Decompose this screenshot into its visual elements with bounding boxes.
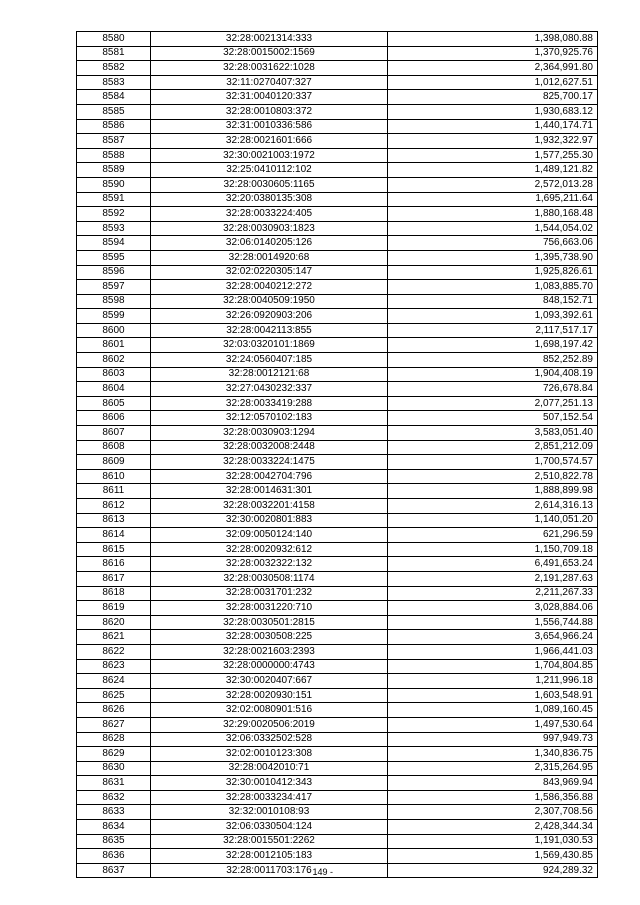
cadastral-number-cell: 32:28:0033224:405 (151, 207, 388, 222)
amount-cell: 1,704,804.85 (388, 659, 598, 674)
table-row (77, 396, 598, 411)
row-number-cell: 8582 (77, 61, 151, 76)
cadastral-number-cell: 32:28:0030605:1165 (151, 177, 388, 192)
cadastral-number-cell: 32:28:0020932:612 (151, 542, 388, 557)
row-number-cell: 8635 (77, 834, 151, 849)
table-row (77, 528, 598, 543)
amount-cell: 852,252.89 (388, 353, 598, 368)
amount-cell: 825,700.17 (388, 90, 598, 105)
amount-cell: 848,152.71 (388, 294, 598, 309)
cadastral-number-cell: 32:28:0030903:1823 (151, 221, 388, 236)
table-row (77, 104, 598, 119)
table-row (77, 426, 598, 441)
table-row (77, 557, 598, 572)
cadastral-number-cell: 32:28:0033234:417 (151, 790, 388, 805)
table-row (77, 367, 598, 382)
table-row (77, 134, 598, 149)
table-row (77, 411, 598, 426)
cadastral-number-cell: 32:12:0570102:183 (151, 411, 388, 426)
amount-cell: 843,969.94 (388, 776, 598, 791)
row-number-cell: 8620 (77, 615, 151, 630)
cadastral-number-cell: 32:03:0320101:1869 (151, 338, 388, 353)
amount-cell: 1,398,080.88 (388, 32, 598, 47)
amount-cell: 6,491,653.24 (388, 557, 598, 572)
table-row (77, 732, 598, 747)
table-row (77, 382, 598, 397)
cadastral-number-cell: 32:28:0042113:855 (151, 323, 388, 338)
row-number-cell: 8610 (77, 469, 151, 484)
row-number-cell: 8631 (77, 776, 151, 791)
table-row (77, 834, 598, 849)
row-number-cell: 8600 (77, 323, 151, 338)
table-row (77, 630, 598, 645)
row-number-cell: 8619 (77, 601, 151, 616)
amount-cell: 1,544,054.02 (388, 221, 598, 236)
amount-cell: 3,583,051.40 (388, 426, 598, 441)
table-row (77, 32, 598, 47)
table-row (77, 644, 598, 659)
amount-cell: 1,191,030.53 (388, 834, 598, 849)
row-number-cell: 8617 (77, 571, 151, 586)
cadastral-number-cell: 32:20:0380135:308 (151, 192, 388, 207)
page-number: - 149 - (306, 867, 333, 877)
cadastral-number-cell: 32:25:0410112:102 (151, 163, 388, 178)
row-number-cell: 8585 (77, 104, 151, 119)
amount-cell: 3,028,884.06 (388, 601, 598, 616)
amount-cell: 3,654,966.24 (388, 630, 598, 645)
amount-cell: 507,152.54 (388, 411, 598, 426)
amount-cell: 1,083,885.70 (388, 280, 598, 295)
amount-cell: 2,428,344.34 (388, 820, 598, 835)
amount-cell: 1,888,899.98 (388, 484, 598, 499)
table-row (77, 280, 598, 295)
row-number-cell: 8588 (77, 148, 151, 163)
table-row (77, 615, 598, 630)
table-row (77, 674, 598, 689)
amount-cell: 1,089,160.45 (388, 703, 598, 718)
cadastral-number-cell: 32:28:0015501:2262 (151, 834, 388, 849)
amount-cell: 2,211,267.33 (388, 586, 598, 601)
row-number-cell: 8580 (77, 32, 151, 47)
amount-cell: 1,140,051.20 (388, 513, 598, 528)
cadastral-number-cell: 32:26:0920903:206 (151, 309, 388, 324)
cadastral-number-cell: 32:06:0332502:528 (151, 732, 388, 747)
amount-cell: 1,556,744.88 (388, 615, 598, 630)
table-row (77, 119, 598, 134)
table-body (77, 32, 598, 878)
table-row (77, 61, 598, 76)
row-number-cell: 8622 (77, 644, 151, 659)
table-row (77, 776, 598, 791)
row-number-cell: 8613 (77, 513, 151, 528)
table-row (77, 46, 598, 61)
table-row (77, 192, 598, 207)
row-number-cell: 8629 (77, 747, 151, 762)
row-number-cell: 8599 (77, 309, 151, 324)
cadastral-number-cell: 32:28:0020930:151 (151, 688, 388, 703)
row-number-cell: 8616 (77, 557, 151, 572)
amount-cell: 1,966,441.03 (388, 644, 598, 659)
table-row (77, 455, 598, 470)
table-row (77, 163, 598, 178)
cadastral-number-cell: 32:30:0020407:667 (151, 674, 388, 689)
amount-cell: 1,150,709.18 (388, 542, 598, 557)
row-number-cell: 8633 (77, 805, 151, 820)
amount-cell: 1,497,530.64 (388, 717, 598, 732)
row-number-cell: 8603 (77, 367, 151, 382)
cadastral-number-cell: 32:30:0021003:1972 (151, 148, 388, 163)
cadastral-number-cell: 32:28:0031701:232 (151, 586, 388, 601)
amount-cell: 2,614,316.13 (388, 499, 598, 514)
row-number-cell: 8581 (77, 46, 151, 61)
table-row (77, 790, 598, 805)
row-number-cell: 8625 (77, 688, 151, 703)
table-row (77, 75, 598, 90)
row-number-cell: 8596 (77, 265, 151, 280)
row-number-cell: 8584 (77, 90, 151, 105)
amount-cell: 2,077,251.13 (388, 396, 598, 411)
table-row (77, 542, 598, 557)
cadastral-number-cell: 32:28:0010803:372 (151, 104, 388, 119)
row-number-cell: 8592 (77, 207, 151, 222)
row-number-cell: 8605 (77, 396, 151, 411)
amount-cell: 1,695,211.64 (388, 192, 598, 207)
cadastral-number-cell: 32:27:0430232:337 (151, 382, 388, 397)
table-row (77, 659, 598, 674)
cadastral-number-cell: 32:09:0050124:140 (151, 528, 388, 543)
cadastral-number-cell: 32:28:0033224:1475 (151, 455, 388, 470)
amount-cell: 2,572,013.28 (388, 177, 598, 192)
amount-cell: 2,364,991.80 (388, 61, 598, 76)
amount-cell: 1,093,392.61 (388, 309, 598, 324)
cadastral-number-cell: 32:28:0014920:68 (151, 250, 388, 265)
cadastral-number-cell: 32:02:0080901:516 (151, 703, 388, 718)
row-number-cell: 8589 (77, 163, 151, 178)
row-number-cell: 8637 (77, 863, 151, 878)
amount-cell: 1,586,356.88 (388, 790, 598, 805)
table-row (77, 440, 598, 455)
row-number-cell: 8630 (77, 761, 151, 776)
cadastral-number-cell: 32:31:0040120:337 (151, 90, 388, 105)
table-row (77, 265, 598, 280)
cadastral-number-cell: 32:28:0014631:301 (151, 484, 388, 499)
table-row (77, 717, 598, 732)
cadastral-number-cell: 32:28:0033419:288 (151, 396, 388, 411)
cadastral-number-cell: 32:06:0140205:126 (151, 236, 388, 251)
table-row (77, 761, 598, 776)
amount-cell: 1,370,925.76 (388, 46, 598, 61)
table-row (77, 484, 598, 499)
amount-cell: 1,395,738.90 (388, 250, 598, 265)
cadastral-number-cell: 32:28:0000000:4743 (151, 659, 388, 674)
row-number-cell: 8586 (77, 119, 151, 134)
cadastral-number-cell: 32:29:0020506:2019 (151, 717, 388, 732)
amount-cell: 621,296.59 (388, 528, 598, 543)
table-row (77, 571, 598, 586)
cadastral-number-cell: 32:28:0032322:132 (151, 557, 388, 572)
amount-cell: 1,603,548.91 (388, 688, 598, 703)
cadastral-number-cell: 32:28:0030501:2815 (151, 615, 388, 630)
cadastral-number-cell: 32:28:0012105:183 (151, 849, 388, 864)
cadastral-number-cell: 32:28:0012121:68 (151, 367, 388, 382)
cadastral-number-cell: 32:28:0030508:1174 (151, 571, 388, 586)
amount-cell: 2,307,708.56 (388, 805, 598, 820)
row-number-cell: 8612 (77, 499, 151, 514)
cadastral-number-cell: 32:28:0030508:225 (151, 630, 388, 645)
table-row (77, 90, 598, 105)
table-row (77, 703, 598, 718)
cadastral-number-cell: 32:28:0021601:666 (151, 134, 388, 149)
table-row (77, 747, 598, 762)
row-number-cell: 8608 (77, 440, 151, 455)
table-row (77, 221, 598, 236)
table-row (77, 820, 598, 835)
row-number-cell: 8611 (77, 484, 151, 499)
cadastral-number-cell: 32:06:0330504:124 (151, 820, 388, 835)
cadastral-number-cell: 32:28:0031622:1028 (151, 61, 388, 76)
row-number-cell: 8604 (77, 382, 151, 397)
table-row (77, 688, 598, 703)
row-number-cell: 8594 (77, 236, 151, 251)
cadastral-number-cell: 32:31:0010336:586 (151, 119, 388, 134)
cadastral-number-cell: 32:28:0040212:272 (151, 280, 388, 295)
amount-cell: 2,315,264.95 (388, 761, 598, 776)
table-row (77, 250, 598, 265)
table-row (77, 338, 598, 353)
cadastral-number-cell: 32:28:0032008:2448 (151, 440, 388, 455)
amount-cell: 1,489,121.82 (388, 163, 598, 178)
amount-cell: 1,440,174.71 (388, 119, 598, 134)
cadastral-number-cell: 32:28:0031220:710 (151, 601, 388, 616)
table-row (77, 849, 598, 864)
amount-cell: 1,569,430.85 (388, 849, 598, 864)
row-number-cell: 8621 (77, 630, 151, 645)
amount-cell: 1,932,322.97 (388, 134, 598, 149)
amount-cell: 1,698,197.42 (388, 338, 598, 353)
cadastral-number-cell: 32:28:0032201:4158 (151, 499, 388, 514)
row-number-cell: 8601 (77, 338, 151, 353)
row-number-cell: 8614 (77, 528, 151, 543)
table-row (77, 177, 598, 192)
amount-cell: 1,904,408.19 (388, 367, 598, 382)
row-number-cell: 8597 (77, 280, 151, 295)
amount-cell: 2,510,822.78 (388, 469, 598, 484)
row-number-cell: 8590 (77, 177, 151, 192)
cadastral-number-cell: 32:24:0560407:185 (151, 353, 388, 368)
amount-cell: 1,925,826.61 (388, 265, 598, 280)
row-number-cell: 8602 (77, 353, 151, 368)
table-row (77, 309, 598, 324)
amount-cell: 1,577,255.30 (388, 148, 598, 163)
row-number-cell: 8632 (77, 790, 151, 805)
data-table (76, 31, 598, 878)
table-row (77, 499, 598, 514)
cadastral-number-cell: 32:28:0021314:333 (151, 32, 388, 47)
amount-cell: 1,012,627.51 (388, 75, 598, 90)
table-row (77, 353, 598, 368)
table-row (77, 236, 598, 251)
cadastral-number-cell: 32:28:0030903:1294 (151, 426, 388, 441)
amount-cell: 1,930,683.12 (388, 104, 598, 119)
amount-cell: 2,191,287.63 (388, 571, 598, 586)
row-number-cell: 8626 (77, 703, 151, 718)
row-number-cell: 8593 (77, 221, 151, 236)
row-number-cell: 8607 (77, 426, 151, 441)
table-row (77, 207, 598, 222)
amount-cell: 756,663.06 (388, 236, 598, 251)
table-row (77, 294, 598, 309)
cadastral-number-cell: 32:28:0040509:1950 (151, 294, 388, 309)
amount-cell: 924,289.32 (388, 863, 598, 878)
row-number-cell: 8627 (77, 717, 151, 732)
cadastral-number-cell: 32:02:0220305:147 (151, 265, 388, 280)
table-row (77, 586, 598, 601)
row-number-cell: 8587 (77, 134, 151, 149)
table-row (77, 601, 598, 616)
row-number-cell: 8634 (77, 820, 151, 835)
row-number-cell: 8624 (77, 674, 151, 689)
cadastral-number-cell: 32:30:0020801:883 (151, 513, 388, 528)
row-number-cell: 8615 (77, 542, 151, 557)
amount-cell: 1,700,574.57 (388, 455, 598, 470)
cadastral-number-cell: 32:28:0021603:2393 (151, 644, 388, 659)
amount-cell: 997,949.73 (388, 732, 598, 747)
amount-cell: 2,117,517.17 (388, 323, 598, 338)
row-number-cell: 8595 (77, 250, 151, 265)
amount-cell: 1,340,836.75 (388, 747, 598, 762)
row-number-cell: 8618 (77, 586, 151, 601)
cadastral-number-cell: 32:02:0010123:308 (151, 747, 388, 762)
row-number-cell: 8609 (77, 455, 151, 470)
row-number-cell: 8628 (77, 732, 151, 747)
cadastral-number-cell: 32:28:0042704:796 (151, 469, 388, 484)
row-number-cell: 8598 (77, 294, 151, 309)
table-row (77, 513, 598, 528)
cadastral-number-cell: 32:28:0011703:176 (151, 863, 388, 878)
amount-cell: 2,851,212.09 (388, 440, 598, 455)
table-row (77, 805, 598, 820)
row-number-cell: 8583 (77, 75, 151, 90)
cadastral-number-cell: 32:28:0042010:71 (151, 761, 388, 776)
row-number-cell: 8636 (77, 849, 151, 864)
cadastral-number-cell: 32:28:0015002:1569 (151, 46, 388, 61)
table-row (77, 148, 598, 163)
cadastral-number-cell: 32:32:0010108:93 (151, 805, 388, 820)
amount-cell: 726,678.84 (388, 382, 598, 397)
amount-cell: 1,211,996.18 (388, 674, 598, 689)
table-row (77, 469, 598, 484)
cadastral-number-cell: 32:11:0270407:327 (151, 75, 388, 90)
amount-cell: 1,880,168.48 (388, 207, 598, 222)
table-row (77, 323, 598, 338)
row-number-cell: 8606 (77, 411, 151, 426)
cadastral-number-cell: 32:30:0010412:343 (151, 776, 388, 791)
row-number-cell: 8623 (77, 659, 151, 674)
row-number-cell: 8591 (77, 192, 151, 207)
